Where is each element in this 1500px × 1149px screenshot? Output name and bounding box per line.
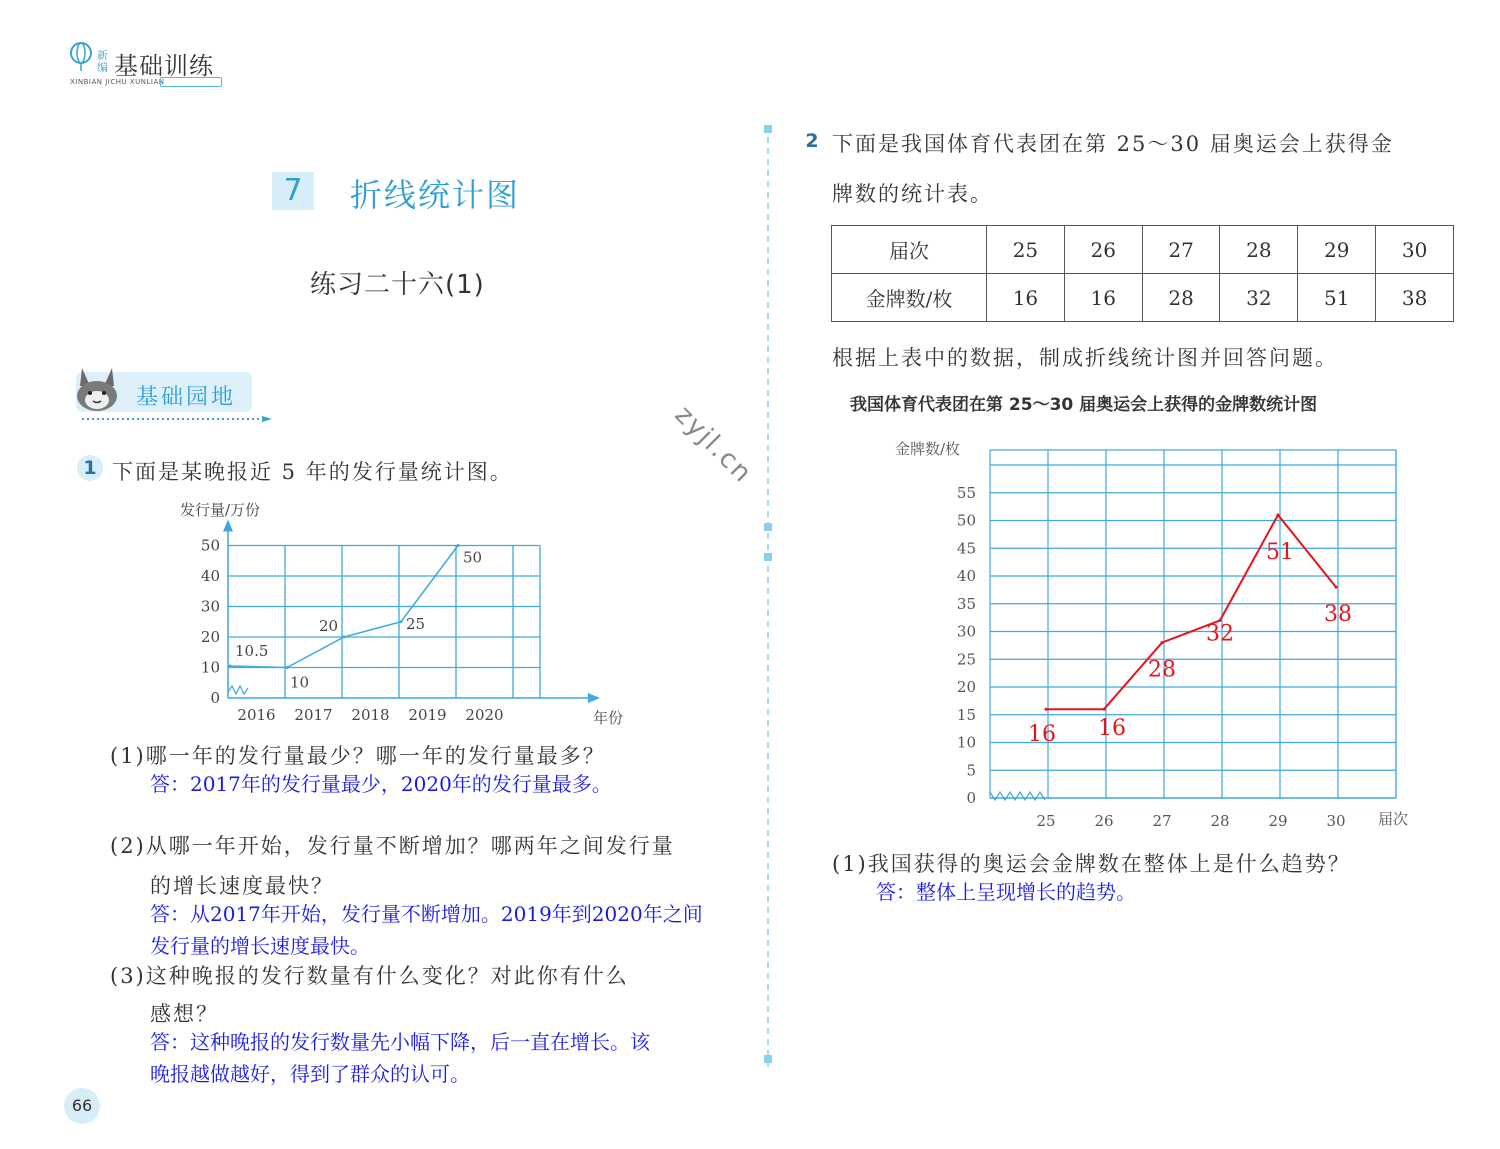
data-label: 28	[1148, 657, 1176, 683]
table-row	[832, 274, 1454, 322]
x-tick-label: 27	[1152, 812, 1172, 830]
table-cell: 28	[1142, 274, 1220, 322]
logo-small-text: 新编	[97, 49, 108, 74]
table-cell: 29	[1298, 226, 1376, 274]
page-divider	[764, 125, 772, 1075]
data-label: 50	[463, 548, 483, 567]
x-tick-label: 2017	[294, 706, 333, 724]
table-cell: 25	[987, 226, 1065, 274]
table-cell: 32	[1220, 274, 1298, 322]
y-tick-label: 0	[210, 689, 220, 707]
data-label: 32	[1206, 621, 1234, 647]
x-tick-label: 2018	[351, 706, 390, 724]
question-2-text-line1: 下面是我国体育代表团在第 25～30 届奥运会上获得金	[832, 132, 1394, 156]
table-cell: 27	[1142, 226, 1220, 274]
y-tick-label: 30	[200, 597, 220, 616]
y-tick-label: 20	[200, 628, 220, 646]
newspaper-circulation-chart	[170, 495, 640, 730]
axis-break	[228, 686, 248, 694]
y-tick-label: 55	[956, 483, 976, 502]
question-1-text: 下面是某晚报近 5 年的发行量统计图。	[112, 460, 513, 484]
y-tick-label: 40	[200, 567, 220, 585]
x-tick-label: 2020	[465, 706, 504, 724]
question-2-text-line2: 牌数的统计表。	[832, 182, 993, 206]
logo-decor-bar	[160, 77, 222, 87]
q2-instruction: 根据上表中的数据，制成折线统计图并回答问题。	[832, 346, 1338, 370]
y-axis-arrow	[223, 520, 233, 532]
rabbit-icon	[72, 364, 122, 414]
watermark: zyjl.cn	[668, 400, 759, 490]
table-cell: 38	[1376, 274, 1454, 322]
y-tick-label: 15	[956, 705, 976, 724]
table-cell: 30	[1376, 226, 1454, 274]
logo-pinyin: XINBIAN JICHU XUNLIAN	[70, 78, 165, 86]
table-cell: 51	[1298, 274, 1376, 322]
exercise-title: 练习二十六(1)	[310, 270, 485, 300]
x-tick-label: 2016	[237, 706, 276, 724]
x-tick-label: 26	[1094, 812, 1114, 830]
chapter-title: 折线统计图	[350, 176, 521, 214]
question-number-1: 1	[77, 455, 103, 481]
data-label: 38	[1324, 602, 1352, 628]
question-number-2: 2	[805, 130, 819, 152]
x-tick-label: 30	[1326, 812, 1346, 830]
dotted-arrow	[82, 416, 272, 422]
y-tick-label: 45	[956, 539, 976, 558]
table-header-session: 届次	[832, 226, 987, 274]
table-cell: 16	[987, 274, 1065, 322]
x-axis-arrow	[588, 693, 600, 703]
table-cell: 16	[1064, 274, 1142, 322]
q1-answer3-line1: 答：这种晚报的发行数量先小幅下降，后一直在增长。该	[150, 1030, 650, 1054]
x-tick-label: 28	[1210, 812, 1230, 830]
q1-answer3-line2: 晚报越做越好，得到了群众的认可。	[150, 1062, 470, 1086]
data-point	[343, 636, 346, 639]
data-label: 10	[290, 673, 310, 692]
y-tick-label: 10	[200, 658, 220, 677]
data-point	[1161, 641, 1164, 644]
y-tick-label: 25	[956, 650, 976, 669]
balloon-logo-icon	[68, 42, 94, 74]
chapter-number: 7	[283, 173, 303, 208]
q1-answer2-line1: 答：从2017年开始，发行量不断增加。2019年到2020年之间	[150, 902, 703, 926]
section-badge-label: 基础园地	[136, 385, 237, 410]
data-label: 20	[319, 617, 339, 635]
table-row	[832, 226, 1454, 274]
y-tick-label: 20	[956, 678, 976, 696]
data-label: 16	[1098, 716, 1126, 742]
data-label: 16	[1028, 722, 1056, 748]
page-number: 66	[71, 1096, 93, 1115]
data-point	[1335, 586, 1338, 589]
gold-medal-chart	[880, 430, 1440, 840]
table-cell: 26	[1064, 226, 1142, 274]
data-point	[1045, 708, 1048, 711]
x-axis-label: 届次	[1378, 810, 1409, 828]
data-point	[286, 666, 289, 669]
data-label: 25	[406, 614, 426, 633]
y-tick-label: 35	[956, 594, 976, 613]
table-cell: 28	[1220, 226, 1298, 274]
chart2-title: 我国体育代表团在第 25～30 届奥运会上获得的金牌数统计图	[850, 395, 1318, 415]
x-tick-label: 29	[1268, 812, 1288, 830]
data-label: 10.5	[235, 641, 269, 660]
q1-sub2-line2: 的增长速度最快？	[150, 874, 334, 898]
q2-answer1: 答：整体上呈现增长的趋势。	[876, 880, 1136, 904]
data-point	[1277, 513, 1280, 516]
y-tick-label: 5	[966, 761, 976, 780]
y-tick-label: 50	[200, 536, 220, 555]
y-tick-label: 40	[956, 567, 976, 585]
q1-sub1: (1)哪一年的发行量最少？哪一年的发行量最多？	[110, 744, 606, 768]
data-point	[400, 620, 403, 623]
q1-sub3-line1: (3)这种晚报的发行数量有什么变化？对此你有什么	[110, 964, 629, 988]
x-tick-label: 2019	[408, 706, 447, 724]
q1-sub3-line2: 感想？	[150, 1002, 219, 1026]
q2-sub1: (1)我国获得的奥运会金牌数在整体上是什么趋势？	[832, 852, 1351, 876]
y-tick-label: 0	[966, 789, 976, 807]
data-label: 51	[1266, 539, 1294, 565]
medal-table	[831, 225, 1454, 322]
x-axis-label: 年份	[593, 709, 624, 727]
y-tick-label: 50	[956, 511, 976, 530]
q1-answer1: 答：2017年的发行量最少，2020年的发行量最多。	[150, 772, 612, 796]
q1-answer2-line2: 发行量的增长速度最快。	[150, 934, 370, 958]
x-tick-label: 25	[1036, 812, 1056, 830]
y-tick-label: 10	[956, 733, 976, 752]
data-point	[229, 664, 232, 667]
logo-title: 基础训练	[114, 52, 214, 80]
y-axis-label: 金牌数/枚	[895, 440, 961, 458]
data-point	[457, 544, 460, 547]
table-header-medals: 金牌数/枚	[832, 274, 987, 322]
q1-sub2-line1: (2)从哪一年开始，发行量不断增加？哪两年之间发行量	[110, 834, 675, 858]
y-tick-label: 30	[956, 622, 976, 641]
y-axis-label: 发行量/万份	[180, 501, 261, 519]
axis-break	[990, 792, 1045, 800]
data-point	[1103, 708, 1106, 711]
